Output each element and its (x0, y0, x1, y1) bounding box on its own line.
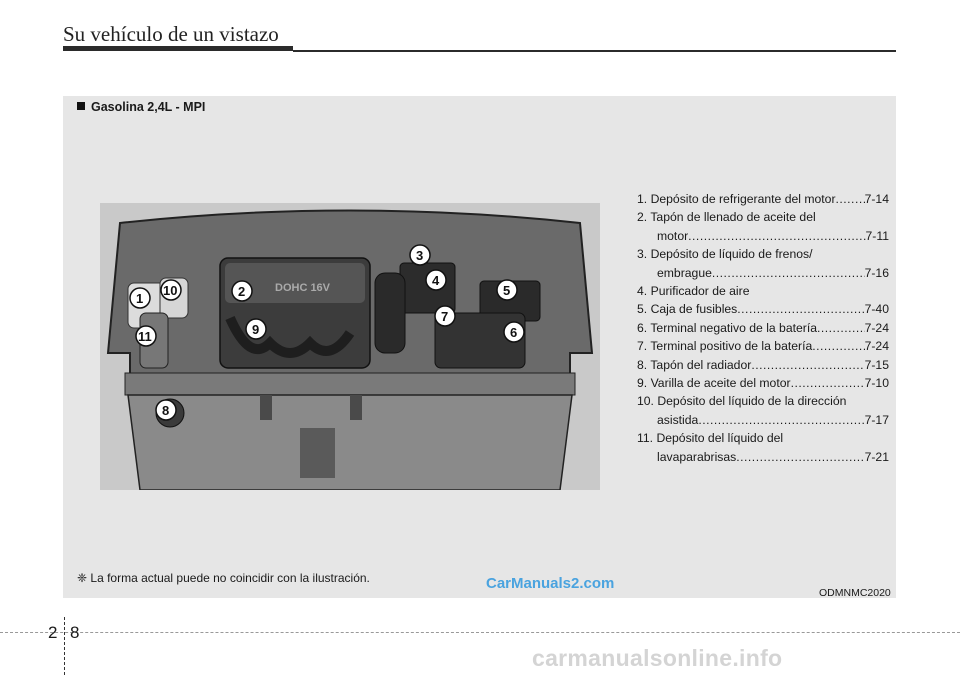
svg-text:10: 10 (163, 283, 178, 298)
page-number: 8 (70, 623, 80, 642)
callout-11 (136, 326, 156, 346)
callout-1 (130, 288, 150, 308)
engine-compartment-illustration (100, 203, 600, 490)
svg-text:3: 3 (416, 248, 424, 263)
svg-text:8: 8 (162, 403, 170, 418)
callout-10 (161, 280, 181, 300)
chapter-number: 2 (48, 623, 58, 642)
legend-item-2: 2. Tapón de llenado de aceite del motor ..... 7-11 (637, 208, 889, 245)
callout-2 (232, 281, 252, 301)
legend-item-8: 8. Tapón del radiador ..... 7-15 (637, 356, 889, 374)
svg-text:6: 6 (510, 325, 518, 340)
page-footer-rule (0, 632, 960, 633)
watermark-link[interactable]: CarManuals2.com (486, 575, 615, 592)
legend-item-10: 10. Depósito del líquido de la dirección asistida ..... 7-17 (637, 392, 889, 429)
header-rule-thin (293, 50, 896, 52)
legend-item-7: 7. Terminal positivo de la batería ..... 7-24 (637, 337, 889, 355)
footer-watermark: carmanualsonline.info (532, 645, 783, 671)
svg-text:1: 1 (136, 291, 144, 306)
legend-item-5: 5. Caja de fusibles ..... 7-40 (637, 300, 889, 318)
legend-item-4: 4. Purificador de aire (637, 284, 750, 299)
callout-7 (435, 306, 455, 326)
callout-5 (497, 280, 517, 300)
section-title-text: Gasolina 2,4L - MPI (91, 100, 206, 114)
legend-item-9: 9. Varilla de aceite del motor ..... 7-10 (637, 374, 889, 392)
svg-text:4: 4 (432, 273, 440, 288)
callout-8 (156, 400, 176, 420)
parts-legend (637, 190, 889, 466)
legend-item-1: 1. Depósito de refrigerante del motor ..... 7-14 (637, 190, 889, 208)
svg-text:11: 11 (138, 329, 152, 344)
svg-text:2: 2 (238, 284, 246, 299)
legend-item-3: 3. Depósito de líquido de frenos/ embrague ..... 7-16 (637, 245, 889, 282)
header-rule-thick (63, 46, 293, 51)
callout-6 (504, 322, 524, 342)
svg-text:5: 5 (503, 283, 511, 298)
svg-text:9: 9 (252, 322, 260, 337)
callout-4 (426, 270, 446, 290)
legend-item-11: 11. Depósito del líquido del lavaparabrisas ..... 7-21 (637, 429, 889, 466)
page-header-title: Su vehículo de un vistazo (63, 22, 279, 46)
callout-9 (246, 319, 266, 339)
section-title (77, 100, 205, 114)
page-number-divider (64, 617, 65, 675)
engine-cover-label: DOHC 16V (275, 282, 331, 294)
legend-item-6: 6. Terminal negativo de la batería ..... 7-24 (637, 319, 889, 337)
square-bullet-icon (77, 102, 85, 110)
illustration-reference-code: ODMNMC2020 (819, 587, 891, 599)
svg-text:7: 7 (441, 309, 449, 324)
callout-3 (410, 245, 430, 265)
illustration-note: ❈ La forma actual puede no coincidir con la ilustración. (77, 571, 370, 585)
